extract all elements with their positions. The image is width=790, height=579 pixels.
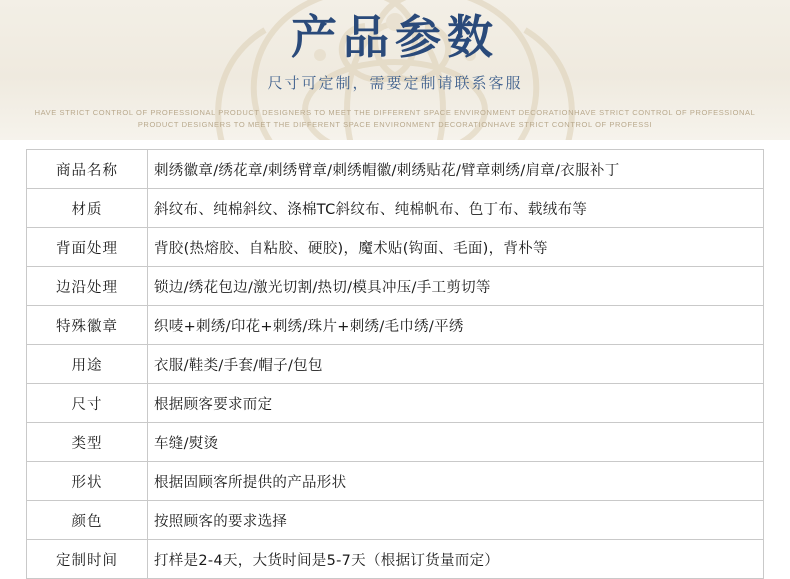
spec-value: 锁边/绣花包边/激光切割/热切/模具冲压/手工剪切等 xyxy=(148,267,764,306)
header-banner xyxy=(0,0,790,140)
spec-value: 斜纹布、纯棉斜纹、涤棉TC斜纹布、纯棉帆布、色丁布、载绒布等 xyxy=(148,189,764,228)
table-row xyxy=(27,501,764,540)
spec-key: 用途 xyxy=(27,345,148,384)
table-row xyxy=(27,150,764,189)
spec-value: 背胶(热熔胶、自粘胶、硬胶)，魔术贴(钩面、毛面)，背朴等 xyxy=(148,228,764,267)
table-row xyxy=(27,189,764,228)
spec-key: 类型 xyxy=(27,423,148,462)
table-row xyxy=(27,384,764,423)
spec-table-body xyxy=(27,150,764,579)
spec-value: 打样是2-4天，大货时间是5-7天（根据订货量而定） xyxy=(148,540,764,579)
table-row xyxy=(27,345,764,384)
spec-value: 刺绣徽章/绣花章/刺绣臂章/刺绣帽徽/刺绣贴花/臂章刺绣/肩章/衣服补丁 xyxy=(148,150,764,189)
spec-key: 材质 xyxy=(27,189,148,228)
table-row xyxy=(27,267,764,306)
spec-key: 特殊徽章 xyxy=(27,306,148,345)
spec-table xyxy=(26,149,764,579)
table-row xyxy=(27,228,764,267)
spec-table-container xyxy=(26,149,764,579)
spec-key: 边沿处理 xyxy=(27,267,148,306)
spec-key: 形状 xyxy=(27,462,148,501)
english-caption-line-1: HAVE STRICT CONTROL OF PROFESSIONAL PRODUCT DESIGNERS TO MEET THE DIFFERENT SPACE ENVIRONMENT DECORATIONHAVE STRICT CONTROL OF PROFESSIONAL xyxy=(34,108,756,117)
spec-value: 按照顾客的要求选择 xyxy=(148,501,764,540)
spec-key: 尺寸 xyxy=(27,384,148,423)
page-subtitle: 尺寸可定制，需要定制请联系客服 xyxy=(267,74,523,92)
page-title: 产品参数 xyxy=(291,10,499,64)
spec-value: 车缝/熨烫 xyxy=(148,423,764,462)
table-row xyxy=(27,540,764,579)
table-row xyxy=(27,462,764,501)
spec-key: 背面处理 xyxy=(27,228,148,267)
english-caption-line-2: PRODUCT DESIGNERS TO MEET THE DIFFERENT SPACE ENVIRONMENT DECORATIONHAVE STRICT CONTROL OF PROFESSI xyxy=(137,120,653,129)
table-row xyxy=(27,423,764,462)
spec-key: 颜色 xyxy=(27,501,148,540)
table-row xyxy=(27,306,764,345)
spec-value: 根据顾客要求而定 xyxy=(148,384,764,423)
spec-value: 衣服/鞋类/手套/帽子/包包 xyxy=(148,345,764,384)
spec-value: 织唛+刺绣/印花+刺绣/珠片+刺绣/毛巾绣/平绣 xyxy=(148,306,764,345)
spec-key: 定制时间 xyxy=(27,540,148,579)
spec-key: 商品名称 xyxy=(27,150,148,189)
spec-value: 根据固顾客所提供的产品形状 xyxy=(148,462,764,501)
